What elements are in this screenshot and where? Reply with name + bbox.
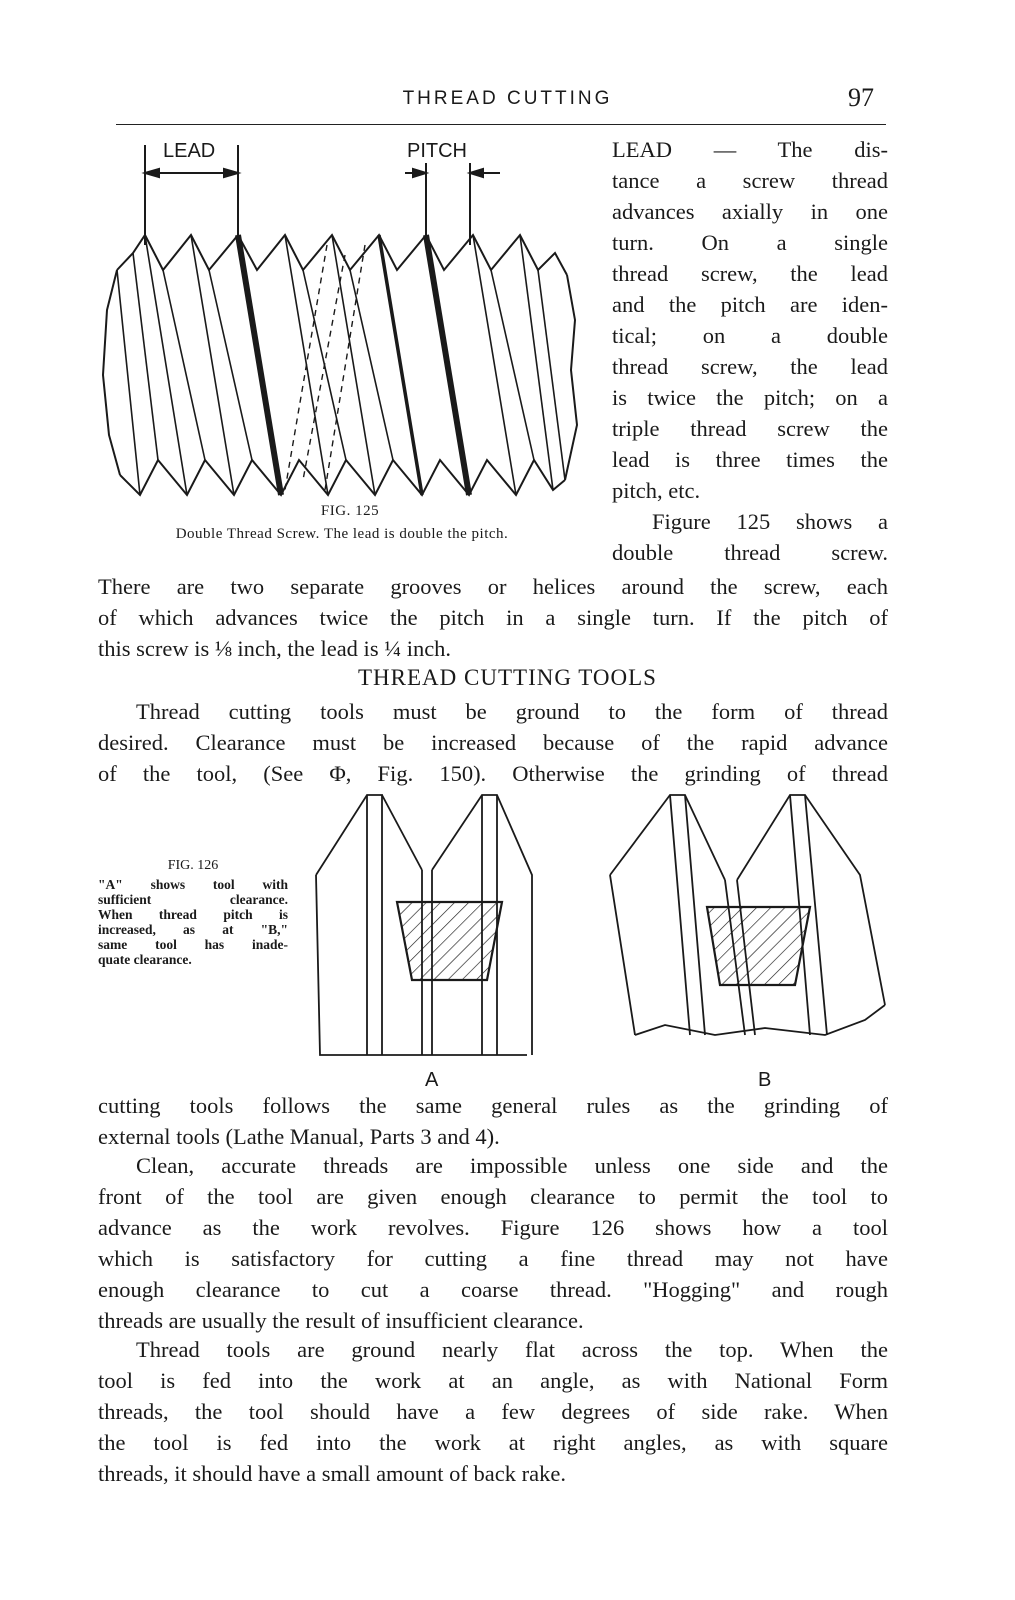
side-line: Figure 125 shows a <box>652 509 888 534</box>
text-line: enough clearance to cut a coarse thread. "Hogging" and rough <box>98 1277 888 1302</box>
fig126-label-b: B <box>758 1069 772 1091</box>
text-line: Thread cutting tools must be ground to the form of thread <box>136 699 888 724</box>
fig126-label-a: A <box>425 1069 439 1091</box>
caption-line: quate clearance. <box>98 952 192 967</box>
side-line: and the pitch are iden- <box>612 292 888 317</box>
side-line: tical; on a double <box>612 323 888 348</box>
lead-definition-column <box>612 134 888 568</box>
page-number: 97 <box>848 83 874 112</box>
text-line: Clean, accurate threads are impossible unless one side and the <box>136 1153 888 1178</box>
lead-label: LEAD <box>163 140 216 162</box>
side-line: is twice the pitch; on a <box>612 385 888 410</box>
side-line: double thread screw. <box>612 540 888 565</box>
fig126-caption <box>98 858 288 967</box>
paragraph-grinding <box>98 1090 888 1152</box>
text-line: of the tool, (See Φ, Fig. 150). Otherwise the grinding of thread <box>98 761 888 786</box>
figure-125-double-thread-screw <box>95 135 590 510</box>
paragraph-rake <box>98 1334 888 1489</box>
pitch-label: PITCH <box>407 140 467 162</box>
text-line: the tool is fed into the work at right angles, as with square <box>98 1430 888 1455</box>
text-line: of which advances twice the pitch in a single turn. If the pitch of <box>98 605 888 630</box>
running-title: THREAD CUTTING <box>402 88 613 109</box>
caption-line: increased, as at "B," <box>98 922 288 937</box>
side-line: tance a screw thread <box>612 168 888 193</box>
text-line: threads, it should have a small amount of back rake. <box>98 1461 566 1486</box>
side-line: turn. On a single <box>612 230 888 255</box>
fig125-caption-number: FIG. 125 <box>320 503 380 519</box>
text-line: tool is fed into the work at an angle, as with National Form <box>98 1368 888 1393</box>
text-line: cutting tools follows the same general rules as the grinding of <box>98 1093 888 1118</box>
side-line: lead is three times the <box>612 447 888 472</box>
caption-line: same tool has inade- <box>98 937 288 952</box>
side-line: thread screw, the lead <box>612 354 888 379</box>
text-line: which is satisfactory for cutting a fine thread may not have <box>98 1246 888 1271</box>
text-line: threads are usually the result of insufficient clearance. <box>98 1308 584 1333</box>
caption-line: "A" shows tool with <box>98 877 288 892</box>
figure-126-b-tool-clearance <box>605 790 890 1040</box>
side-line: advances axially in one <box>612 199 888 224</box>
caption-line: sufficient clearance. <box>98 892 288 907</box>
text-line: There are two separate grooves or helices around the screw, each <box>98 574 888 599</box>
section-heading: THREAD CUTTING TOOLS <box>358 665 657 690</box>
text-line: desired. Clearance must be increased because of the rapid advance <box>98 730 888 755</box>
paragraph-clearance <box>98 1150 888 1336</box>
paragraph-grooves <box>98 571 888 664</box>
text-line: external tools (Lathe Manual, Parts 3 and 4). <box>98 1124 500 1149</box>
fig125-caption-text: Double Thread Screw. The lead is double the pitch. <box>175 526 509 542</box>
text-line: front of the tool are given enough clearance to permit the tool to <box>98 1184 888 1209</box>
text-line: this screw is ⅛ inch, the lead is ¼ inch. <box>98 636 452 661</box>
text-line: Thread tools are ground nearly flat across the top. When the <box>136 1337 888 1362</box>
side-line: pitch, etc. <box>612 478 701 503</box>
side-line: LEAD — The dis- <box>612 137 888 162</box>
caption-line: When thread pitch is <box>98 907 288 922</box>
text-line: advance as the work revolves. Figure 126 shows how a tool <box>98 1215 888 1240</box>
header-rule <box>116 124 886 125</box>
fig126-caption-number: FIG. 126 <box>167 858 219 873</box>
figure-126-a-tool-clearance <box>312 790 537 1060</box>
side-line: triple thread screw the <box>612 416 888 441</box>
paragraph-tools-intro <box>98 696 888 789</box>
side-line: thread screw, the lead <box>612 261 888 286</box>
text-line: threads, the tool should have a few degrees of side rake. When <box>98 1399 888 1424</box>
